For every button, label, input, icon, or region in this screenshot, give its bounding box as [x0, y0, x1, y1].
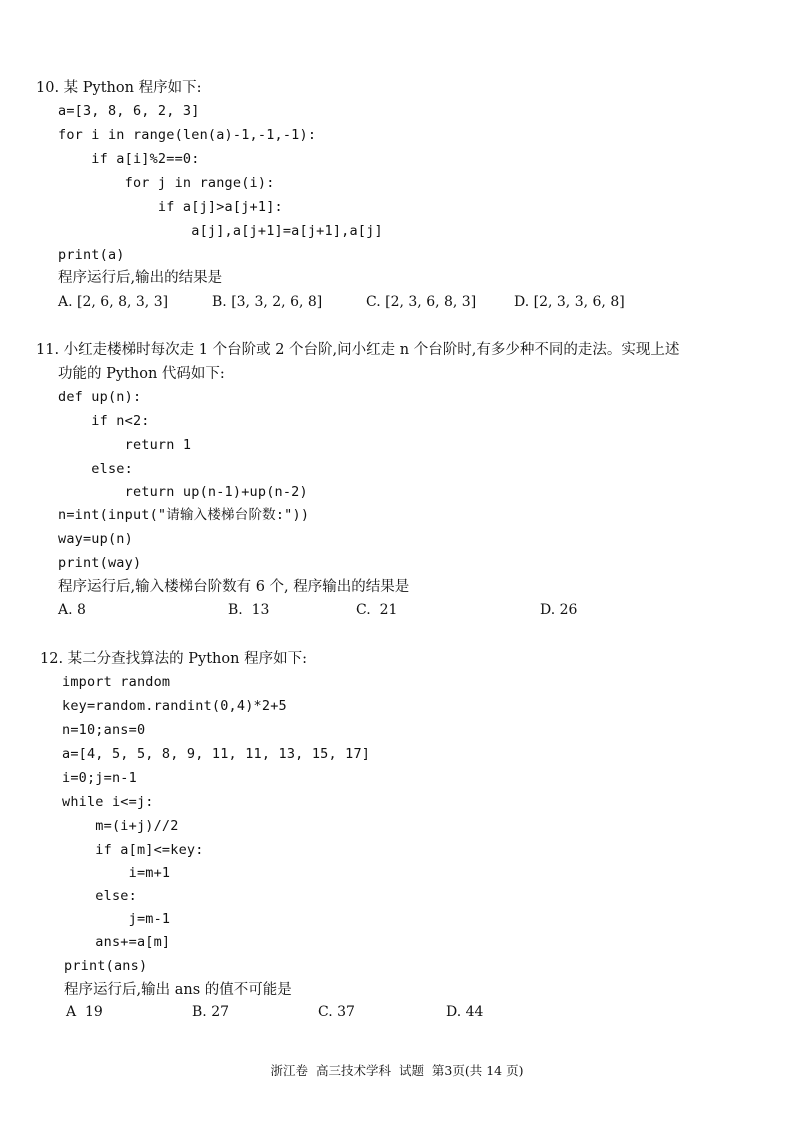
code-line: a[j],a[j+1]=a[j+1],a[j]	[58, 223, 383, 239]
option-c: C. 37	[318, 1004, 355, 1020]
code-line: way=up(n)	[58, 531, 133, 547]
question-11-title-cont: 功能的 Python 代码如下:	[58, 366, 225, 382]
code-line: for j in range(i):	[58, 175, 275, 191]
code-line: j=m-1	[62, 911, 171, 927]
code-line: print(a)	[58, 247, 125, 263]
option-b: B. 13	[228, 602, 270, 618]
question-12-prompt: 程序运行后,输出 ans 的值不可能是	[64, 982, 292, 998]
code-line: def up(n):	[58, 389, 142, 405]
option-b: B. [3, 3, 2, 6, 8]	[212, 294, 323, 310]
code-line: import random	[62, 674, 171, 690]
code-line: if a[j]>a[j+1]:	[58, 199, 283, 215]
option-c: C. [2, 3, 6, 8, 3]	[366, 294, 477, 310]
question-12-title: 12. 某二分查找算法的 Python 程序如下:	[40, 651, 307, 667]
code-line: n=10;ans=0	[62, 722, 146, 738]
code-line: print(way)	[58, 555, 142, 571]
code-line: ans+=a[m]	[62, 934, 171, 950]
code-line: print(ans)	[64, 958, 148, 974]
question-11-prompt: 程序运行后,输入楼梯台阶数有 6 个, 程序输出的结果是	[58, 579, 410, 595]
code-line: a=[3, 8, 6, 2, 3]	[58, 103, 200, 119]
code-line: for i in range(len(a)-1,-1,-1):	[58, 127, 317, 143]
option-d: D. [2, 3, 3, 6, 8]	[514, 294, 625, 310]
code-line: m=(i+j)//2	[62, 818, 179, 834]
code-line: if n<2:	[58, 413, 150, 429]
code-line: else:	[62, 888, 137, 904]
page-footer: 浙江卷 高三技术学科 试题 第3页(共 14 页)	[270, 1063, 524, 1078]
code-line: i=m+1	[62, 865, 171, 881]
question-11-title: 11. 小红走楼梯时每次走 1 个台阶或 2 个台阶,问小红走 n 个台阶时,有多少种不同的走法。实现上述	[36, 342, 680, 358]
code-line: n=int(input("请输入楼梯台阶数:"))	[58, 507, 310, 523]
code-line: while i<=j:	[62, 794, 154, 810]
code-line: if a[m]<=key:	[62, 842, 204, 858]
option-b: B. 27	[192, 1004, 230, 1020]
option-a: A 19	[66, 1004, 103, 1020]
option-d: D. 26	[540, 602, 578, 618]
code-line: return 1	[58, 437, 192, 453]
code-line: key=random.randint(0,4)*2+5	[62, 698, 287, 714]
code-line: return up(n-1)+up(n-2)	[58, 484, 308, 500]
option-a: A. 8	[58, 602, 86, 618]
option-c: C. 21	[356, 602, 398, 618]
question-10-prompt: 程序运行后,输出的结果是	[58, 270, 223, 286]
option-d: D. 44	[446, 1004, 484, 1020]
code-line: if a[i]%2==0:	[58, 151, 200, 167]
option-a: A. [2, 6, 8, 3, 3]	[58, 294, 169, 310]
question-10-title: 10. 某 Python 程序如下:	[36, 80, 202, 96]
code-line: a=[4, 5, 5, 8, 9, 11, 11, 13, 15, 17]	[62, 746, 371, 762]
code-line: else:	[58, 461, 133, 477]
code-line: i=0;j=n-1	[62, 770, 137, 786]
